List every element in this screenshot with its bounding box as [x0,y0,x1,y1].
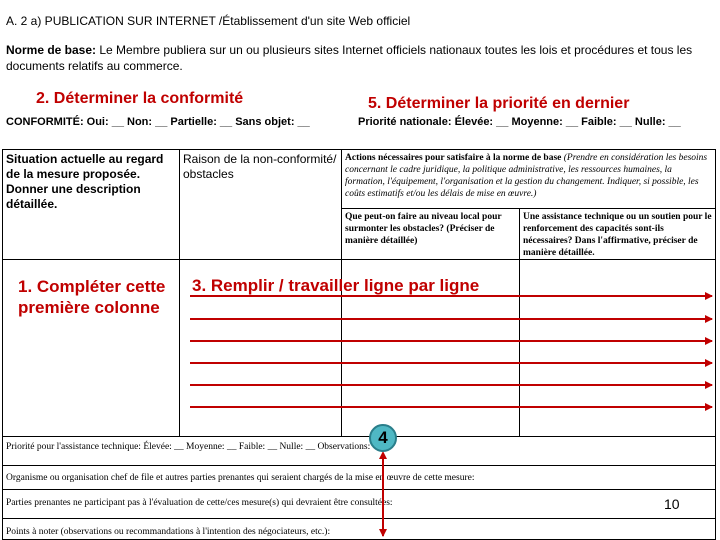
actions-bold: Actions nécessaires pour satisfaire à la norme de base [345,153,562,163]
conformite-line: CONFORMITÉ: Oui: __ Non: __ Partielle: __ Sans objet: __ [6,116,310,128]
step5-title: 5. Déterminer la priorité en dernier [368,95,630,112]
actions-italic: (Prendre en considération les besoins concernant le cadre juridique, la politique administrative, les ressources humaines, la formation, l'équipement, l'organisation et la gestion du changement. Indiquer, si possible, les coûts estimatifs et/ou les délais de mise en œuvre.) [345,153,708,199]
page-header: A. 2 a) PUBLICATION SUR INTERNET /Établissement d'un site Web officiel [6,14,411,28]
norme-text: Le Membre publiera sur un ou plusieurs sites Internet officiels nationaux toutes les lois et procédures et tous les documents relatifs au commerce. [6,43,693,73]
points-text: Points à noter (observations ou recommandations à l'intention des négociateurs, etc.): [6,527,331,537]
parties-text: Parties prenantes ne participant pas à l'évaluation de cette/ces mesure(s) qui devraient être consultées: [6,498,393,508]
step2-title: 2. Déterminer la conformité [36,90,244,107]
priorite-nationale-line: Priorité nationale: Élevée: __ Moyenne: __ Faible: __ Nulle: __ [358,116,681,128]
priorite-assistance-text: Priorité pour l'assistance technique: Élevée: __ Moyenne: __ Faible: __ Nulle: __ Observations: [6,442,371,452]
cell-raison: Raison de la non-conformité/ obstacles [179,149,342,260]
norme-label: Norme de base: [6,43,97,57]
cell-local: Que peut-on faire au niveau local pour surmonter les obstacles? (Préciser de manière détaillée) [341,208,520,260]
cell-situation: Situation actuelle au regard de la mesure proposée. Donner une description détaillée. [2,149,180,260]
page-number: 10 [664,496,680,512]
organisme-text: Organisme ou organisation chef de file et autres parties prenantes qui seraient chargés de la mise en œuvre de cette mesure: [6,473,475,483]
cell-assistance: Une assistance technique ou un soutien pour le renforcement des capacités sont-ils nécessaires? Dans l'affirmative, préciser de manière détaillée. [519,208,716,260]
step4-badge: 4 [369,424,397,452]
step3-label: 3. Remplir / travailler ligne par ligne [192,276,480,295]
step1-label: 1. Compléter cette première colonne [18,277,166,317]
